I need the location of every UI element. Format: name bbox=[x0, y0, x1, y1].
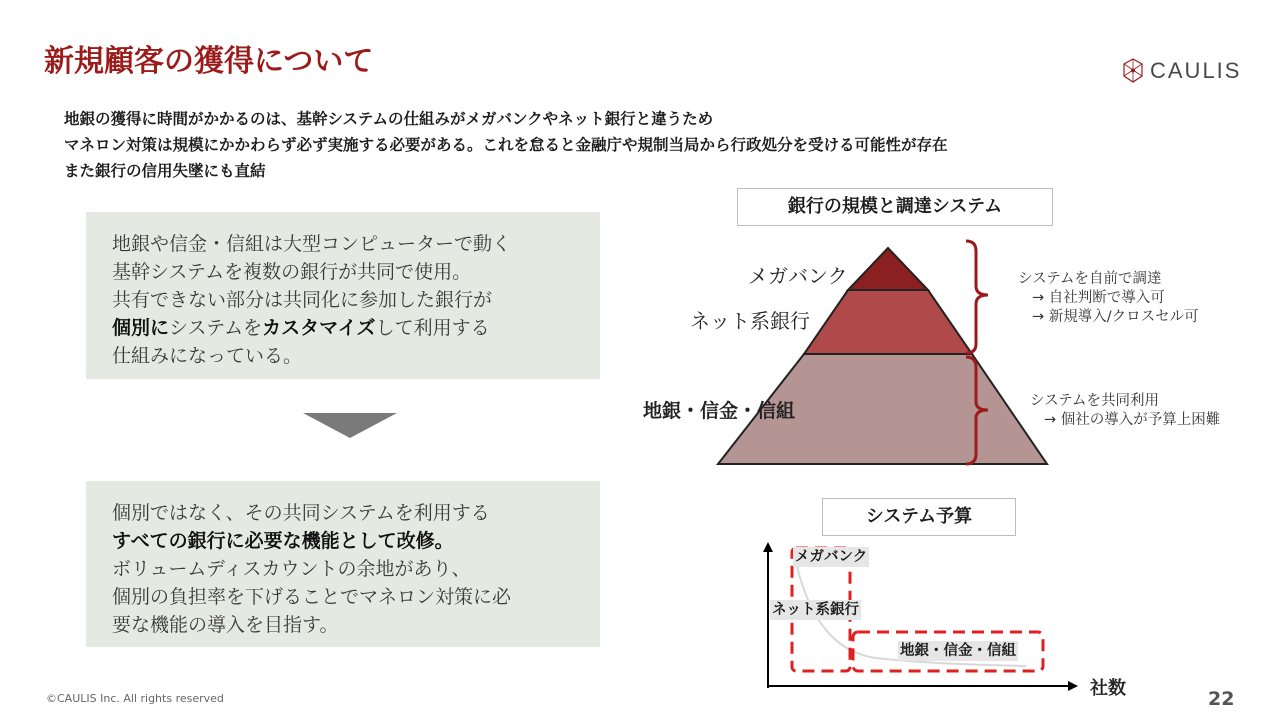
emphasis-text: すべての銀行に必要な機能として改修。 bbox=[112, 530, 454, 552]
intro-line: 地銀の獲得に時間がかかるのは、基幹システムの仕組みがメガバンクやネット銀行と違うため bbox=[64, 110, 714, 128]
box1-text: して利用する bbox=[375, 317, 490, 339]
box2-line: 要な機能の導入を目指す。 bbox=[112, 614, 339, 636]
down-arrow-icon bbox=[303, 413, 397, 438]
box2-line: ボリュームディスカウントの余地があり、 bbox=[112, 558, 471, 580]
chart-label-megabank: メガバンク bbox=[795, 549, 868, 565]
note-line: システムを自前で調達 bbox=[1018, 271, 1162, 287]
tier-label-netbank: ネット系銀行 bbox=[690, 309, 810, 333]
box1-line: 基幹システムを複数の銀行が共同で使用。 bbox=[112, 261, 472, 283]
tier-label-megabank: メガバンク bbox=[748, 264, 848, 288]
logo-icon bbox=[1122, 58, 1144, 84]
chart-label-netbank: ネット系銀行 bbox=[772, 602, 859, 618]
upper-bracket bbox=[966, 241, 988, 353]
chart-x-label: 社数 bbox=[1090, 678, 1126, 699]
box1-line bbox=[112, 314, 511, 342]
x-axis-arrow-icon bbox=[1068, 681, 1078, 691]
note-line: システムを共同利用 bbox=[1030, 393, 1160, 409]
page-title: 新規顧客の獲得について bbox=[44, 44, 374, 79]
budget-heading: システム予算 bbox=[822, 498, 1016, 536]
note-line: → 自社判断で導入可 bbox=[1032, 290, 1165, 306]
logo-text: CAULIS bbox=[1150, 58, 1242, 83]
emphasis-text: 個別に bbox=[112, 317, 170, 339]
pyramid-tier-middle bbox=[804, 290, 972, 354]
note-upper bbox=[1018, 270, 1199, 327]
box1-line: 地銀や信金・信組は大型コンピューターで動く bbox=[112, 233, 512, 255]
current-situation-box bbox=[86, 212, 600, 379]
box2-line: 個別の負担率を下げることでマネロン対策に必 bbox=[112, 586, 512, 608]
box2-line bbox=[112, 527, 511, 555]
box1-text: システムを bbox=[169, 317, 263, 339]
proposal-box bbox=[86, 481, 600, 647]
pyramid-heading: 銀行の規模と調達システム bbox=[737, 188, 1053, 226]
note-lower bbox=[1030, 392, 1220, 430]
emphasis-text: カスタマイズ bbox=[262, 317, 376, 339]
copyright: ©CAULIS Inc. All rights reserved bbox=[46, 692, 224, 705]
pyramid-tier-top bbox=[848, 248, 928, 290]
intro-line: マネロン対策は規模にかかわらず必ず実施する必要がある。これを怠ると金融庁や規制当局から行政処分を受ける可能性が存在 bbox=[64, 136, 948, 154]
intro-line: また銀行の信用失墜にも直結 bbox=[64, 162, 266, 180]
page-number: 22 bbox=[1208, 688, 1235, 710]
note-line: → 個社の導入が予算上困難 bbox=[1044, 412, 1221, 428]
chart-label-regional: 地銀・信金・信組 bbox=[900, 643, 1016, 659]
box1-line: 共有できない部分は共同化に参加した銀行が bbox=[112, 289, 493, 311]
box1-line: 仕組みになっている。 bbox=[112, 345, 303, 367]
tier-label-regional: 地銀・信金・信組 bbox=[643, 400, 796, 422]
y-axis-arrow-icon bbox=[763, 542, 773, 552]
box2-line: 個別ではなく、その共同システムを利用する bbox=[112, 502, 490, 524]
caulis-logo bbox=[1122, 58, 1241, 84]
intro-text bbox=[64, 106, 948, 184]
note-line: → 新規導入/クロスセル可 bbox=[1032, 309, 1199, 325]
